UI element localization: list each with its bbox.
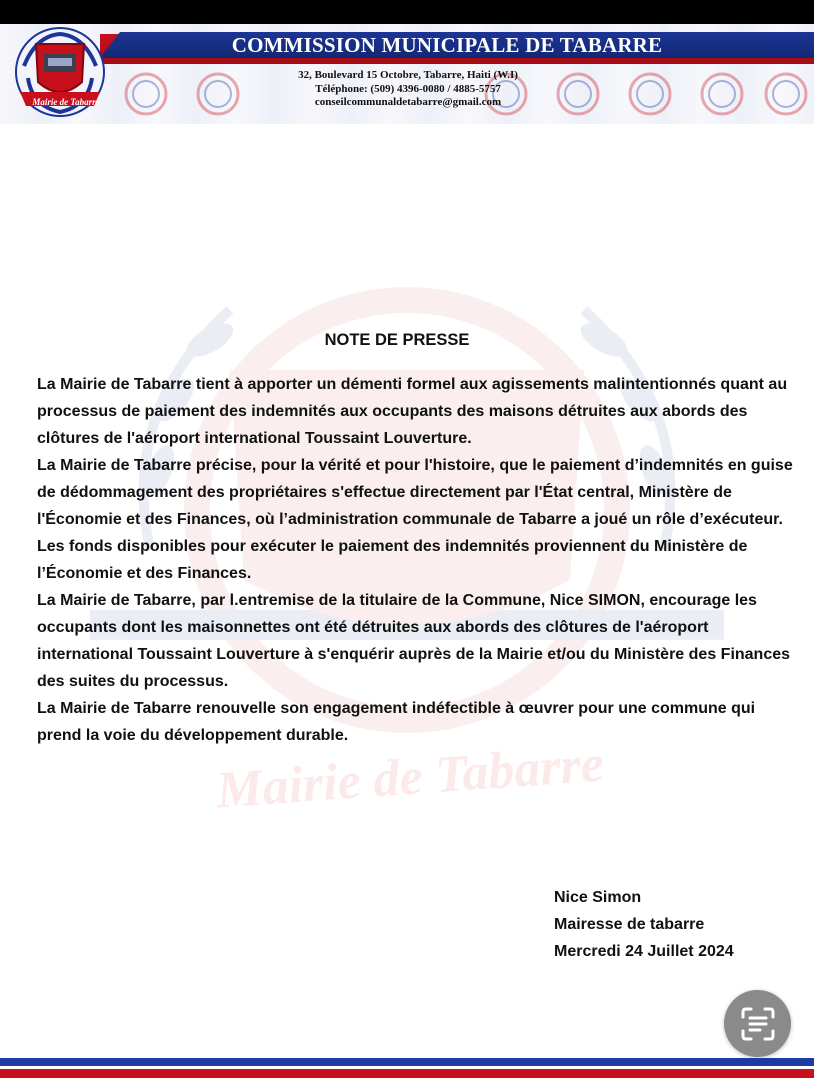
signature-block	[554, 884, 794, 965]
phone-text: Téléphone: (509) 4396-0080 / 4885-5757	[315, 82, 501, 95]
email-text: conseilcommunaldetabarre@gmail.com	[314, 96, 502, 108]
organization-name: COMMISSION MUNICIPALE DE TABARRE	[231, 33, 663, 57]
logo-caption: Mairie de Tabarre	[32, 97, 100, 107]
signature-date: Mercredi 24 Juillet 2024	[554, 943, 734, 960]
contact-info	[260, 69, 556, 110]
document-title: NOTE DE PRESSE	[324, 331, 470, 350]
address-text: 32, Boulevard 15 Octobre, Tabarre, Haiti (W.I)	[298, 69, 518, 81]
paragraph-1: La Mairie de Tabarre tient à apporter un démenti formel aux agissements malintentionnés quant au processus de paiement des indemnités aux occupants des maisons détruites aux abords des clôtures de l'aéroport international Toussaint Louverture.	[37, 376, 788, 447]
letterhead	[0, 24, 814, 124]
text-scan-button[interactable]	[724, 990, 791, 1057]
signatory-role: Mairesse de tabarre	[554, 916, 705, 933]
footer-blue-stripe	[0, 1058, 814, 1066]
watermark-text: Mairie de Tabarre	[214, 735, 606, 820]
paragraph-4: La Mairie de Tabarre renouvelle son engagement indéfectible à œuvrer pour une commune qui prend la voie du développement durable.	[37, 700, 756, 744]
paragraph-2: La Mairie de Tabarre précise, pour la vérité et pour l'histoire, que le paiement d’indemnités en guise de dédommagement des propriétaires s'effectue directement par l'État central, Ministère de l'Économie et des Finances, où l’administration communale de Tabarre a joué un rôle d’exécuteur. Les fonds disponibles pour exécuter le paiement des indemnités proviennent du Ministère de l’Économie et des Finances.	[37, 457, 793, 582]
document-body	[37, 371, 797, 749]
footer-stripes	[0, 1058, 814, 1080]
signatory-name: Nice Simon	[554, 889, 642, 906]
text-scan-icon	[738, 1004, 778, 1044]
municipal-logo	[6, 26, 114, 122]
municipal-seal-icon	[6, 26, 114, 122]
top-black-bar	[0, 0, 814, 24]
paragraph-3: La Mairie de Tabarre, par l.entremise de la titulaire de la Commune, Nice SIMON, encourage les occupants dont les maisonnettes ont été détruites aux abords des clôtures de l'aéroport international Toussaint Louverture à s'enquérir auprès de la Mairie et/ou du Ministère des Finances des suites du processus.	[37, 592, 791, 690]
footer-red-stripe	[0, 1069, 814, 1078]
